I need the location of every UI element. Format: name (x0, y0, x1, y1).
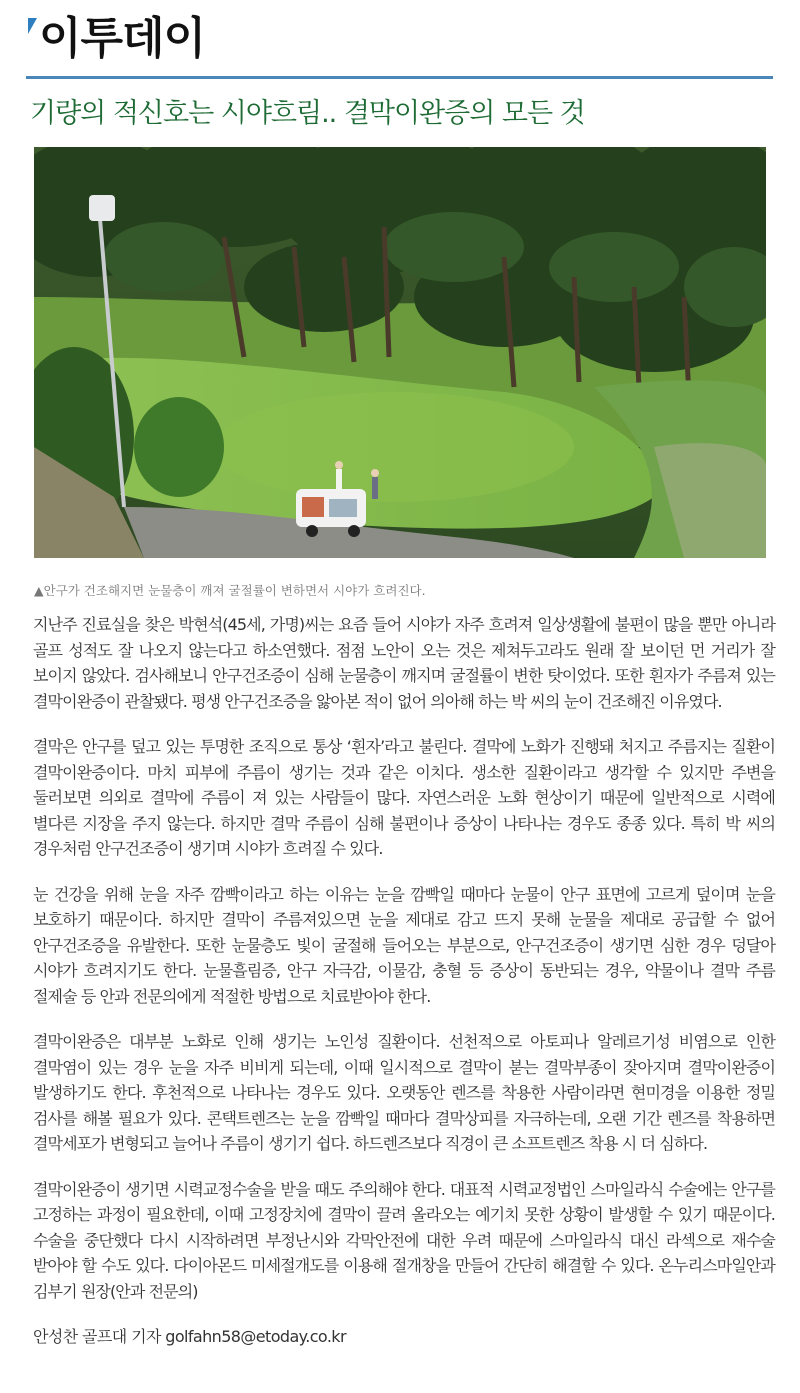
golf-course-photo-icon (34, 147, 766, 558)
logo-text: 이투데이 (39, 13, 206, 64)
site-logo[interactable] (28, 14, 205, 64)
paragraph-3: 눈 건강을 위해 눈을 자주 깜빡이라고 하는 이유는 눈을 깜빡일 때마다 눈물이 안구 표면에 고르게 덮이며 눈을 보호하기 때문이다. 하지만 결막이 주름져있으면 눈을 제대로 감고 뜨지 못해 눈물을 제대로 공급할 수 없어 안구건조증을 유발한다. 또한 눈물층도 빛이 굴절해 들어오는 부분으로, 안구건조증이 생기면 심한 경우 덩달아 시야가 흐려지기도 한다. 눈물흘림증, 안구 자극감, 이물감, 충혈 등 증상이 동반되는 경우, 약물이나 결막 주름 절제술 등 안과 전문의에게 적절한 방법으로 치료받아야 한다. (33, 884, 775, 1006)
logo-mark-icon (28, 18, 37, 34)
paragraph-2: 결막은 안구를 덮고 있는 투명한 조직으로 통상 ‘흰자’라고 불린다. 결막에 노화가 진행돼 처지고 주름지는 질환이 결막이완증이다. 마치 피부에 주름이 생기는 것과 같은 이치다. 생소한 질환이라고 생각할 수 있지만 주변을 둘러보면 의외로 결막에 주름이 져 있는 사람들이 많다. 자연스러운 노화 현상이기 때문에 일반적으로 시력에 별다른 지장을 주지 않는다. 하지만 결막 주름이 심해 불편이나 증상이 나타나는 경우도 종종 있다. 특히 박 씨의 경우처럼 안구건조증이 생기며 시야가 흐려질 수 있다. (33, 737, 775, 858)
article-body (33, 612, 775, 1350)
paragraph-4: 결막이완증은 대부분 노화로 인해 생기는 노인성 질환이다. 선천적으로 아토피나 알레르기성 비염으로 인한 결막염이 있는 경우 눈을 자주 비비게 되는데, 이때 일시적으로 결막이 붇는 결막부종이 잦아지며 결막이완증이 발생하기도 한다. 후천적으로 나타나는 경우도 있다. 오랫동안 렌즈를 착용한 사람이라면 현미경을 이용한 정밀 검사를 해볼 필요가 있다. 콘택트렌즈는 눈을 깜빡일 때마다 결막상피를 자극하는데, 오랜 기간 렌즈를 착용하면 결막세포가 변형되고 늘어나 주름이 생기기 쉽다. 하드렌즈보다 직경이 큰 소프트렌즈 착용 시 더 심하다. (33, 1032, 775, 1153)
article-photo (34, 147, 766, 558)
article-headline: 기량의 적신호는 시야흐림.. 결막이완증의 모든 것 (30, 98, 585, 129)
paragraph-5: 결막이완증이 생기면 시력교정수술을 받을 때도 주의해야 한다. 대표적 시력교정법인 스마일라식 수술에는 안구를 고정하는 과정이 필요한데, 이때 고정장치에 결막이 끌려 올라오는 예기치 못한 상황이 발생할 수 있기 때문이다. 수술을 중단했다 다시 시작하려면 부정난시와 각막안전에 대한 우려 때문에 스마일라식 대신 라섹으로 재수술 받아야 할 수도 있다. 다이아몬드 미세절개도를 이용해 절개창을 만들어 간단히 해결할 수 있다. 온누리스마일안과 김부기 원장(안과 전문의) (33, 1179, 775, 1301)
paragraph-1: 지난주 진료실을 찾은 박현석(45세, 가명)씨는 요즘 들어 시야가 자주 흐려져 일상생활에 불편이 많을 뿐만 아니라 골프 성적도 잘 나오지 않는다고 하소연했다. 점점 노안이 오는 것은 제쳐두고라도 원래 잘 보이던 먼 거리가 잘 보이지 않았다. 검사해보니 안구건조증이 심해 눈물층이 깨지며 굴절률이 변한 탓이었다. 또한 흰자가 주름져 있는 결막이완증이 관찰됐다. 평생 안구건조증을 앓아본 적이 없어 의아해 하는 박 씨의 눈이 건조해진 이유였다. (33, 615, 775, 711)
byline: 안성찬 골프대 기자 golfahn58@etoday.co.kr (33, 1327, 346, 1346)
header-divider (26, 76, 773, 79)
photo-caption: ▲안구가 건조해지면 눈물층이 깨져 굴절률이 변하면서 시야가 흐려진다. (34, 583, 426, 598)
